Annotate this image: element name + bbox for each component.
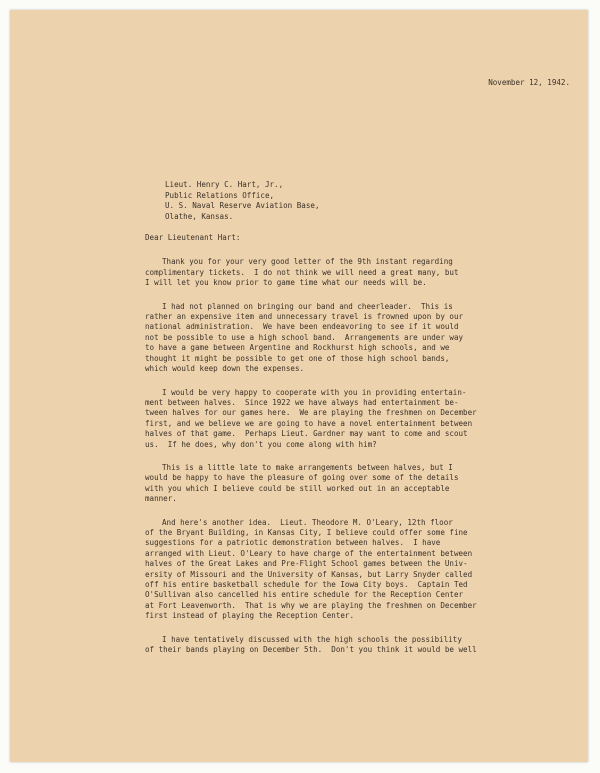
paragraph-line: tween halves for our games here. We are playing the freshmen on December: [145, 408, 477, 418]
paragraph-line: us. If he does, why don't you come along with him?: [145, 439, 377, 449]
paragraph-line: Thank you for your very good letter of the 9th instant regarding: [162, 257, 453, 267]
paragraph-line: which would keep down the expenses.: [145, 364, 305, 374]
paragraph-line: off his entire basketball schedule for the Iowa City boys. Captain Ted: [145, 580, 468, 589]
paragraph-line: And here's another idea. Lieut. Theodore M. O'Leary, 12th floor: [162, 517, 453, 527]
letter-paragraphs: [108, 257, 578, 655]
letter-paragraph: [108, 463, 578, 505]
letter-page: [10, 10, 588, 762]
paragraph-line: I have tentatively discussed with the high schools the possibility: [162, 634, 462, 644]
paragraph-line: at Fort Leavenworth. That is why we are playing the freshmen on December: [145, 600, 477, 610]
paragraph-line: thought it might be possible to get one of those high school bands,: [145, 353, 450, 363]
paragraph-line: rather an expensive item and unnecessary travel is frowned upon by our: [145, 312, 464, 322]
paragraph-line: not be possible to use a high school band. Arrangements are under way: [145, 332, 464, 342]
paragraph-line: suggestions for a patriotic demonstration between halves. I have: [145, 538, 441, 548]
paragraph-line: halves of the Great Lakes and Pre-Flight School games between the Univ-: [145, 559, 468, 569]
letter-paragraph: [108, 635, 578, 656]
paragraph-line: national administration. We have been endeavoring to see if it would: [145, 322, 459, 332]
recipient-address: [165, 180, 578, 222]
paragraph-line: I would be very happy to cooperate with you in providing entertain-: [162, 387, 467, 397]
letter-paragraph: [108, 257, 578, 288]
paragraph-line: with you which I believe could be still worked out in an acceptable: [145, 483, 450, 493]
paragraph-line: first instead of playing the Reception Center.: [145, 611, 355, 621]
paragraph-line: ersity of Missouri and the University of Kansas, but Larry Snyder called: [145, 569, 473, 579]
salutation: Dear Lieutenant Hart:: [145, 233, 241, 243]
paragraph-line: O'Sullivan also cancelled his entire schedule for the Reception Center: [145, 590, 464, 600]
paragraph-line: would be happy to have the pleasure of going over some of the details: [145, 473, 459, 483]
paragraph-line: ment between halves. Since 1922 we have always had entertainment be-: [145, 397, 459, 407]
address-line: U. S. Naval Reserve Aviation Base,: [165, 201, 320, 211]
paragraph-line: manner.: [145, 494, 177, 504]
letter-date: November 12, 1942.: [488, 78, 570, 87]
paragraph-line: This is a little late to make arrangements between halves, but I: [162, 462, 453, 472]
paragraph-line: complimentary tickets. I do not think we will need a great many, but: [145, 267, 459, 277]
paragraph-line: of their bands playing on December 5th. Don't you think it would be well: [145, 645, 477, 655]
paragraph-line: I had not planned on bringing our band and cheerleader. This is: [162, 301, 453, 311]
address-line: Lieut. Henry C. Hart, Jr.,: [165, 180, 284, 190]
paragraph-line: I will let you know prior to game time what our needs will be.: [145, 278, 427, 288]
address-line: Public Relations Office,: [165, 190, 275, 200]
letter-paragraph: [108, 302, 578, 375]
paragraph-line: first, and we believe we are going to have a novel entertainment between: [145, 418, 473, 428]
address-line: Olathe, Kansas.: [165, 211, 234, 221]
paragraph-line: to have a game between Argentine and Rockhurst high schools, and we: [145, 343, 450, 353]
paragraph-line: halves of that game. Perhaps Lieut. Gardner may want to come and scout: [145, 429, 468, 439]
letter-body: [108, 78, 578, 668]
paragraph-line: arranged with Lieut. O'Leary to have charge of the entertainment between: [145, 548, 473, 558]
letter-paragraph: [108, 518, 578, 622]
paragraph-line: of the Bryant Building, in Kansas City, I believe could offer some fine: [145, 527, 468, 537]
letter-paragraph: [108, 388, 578, 450]
